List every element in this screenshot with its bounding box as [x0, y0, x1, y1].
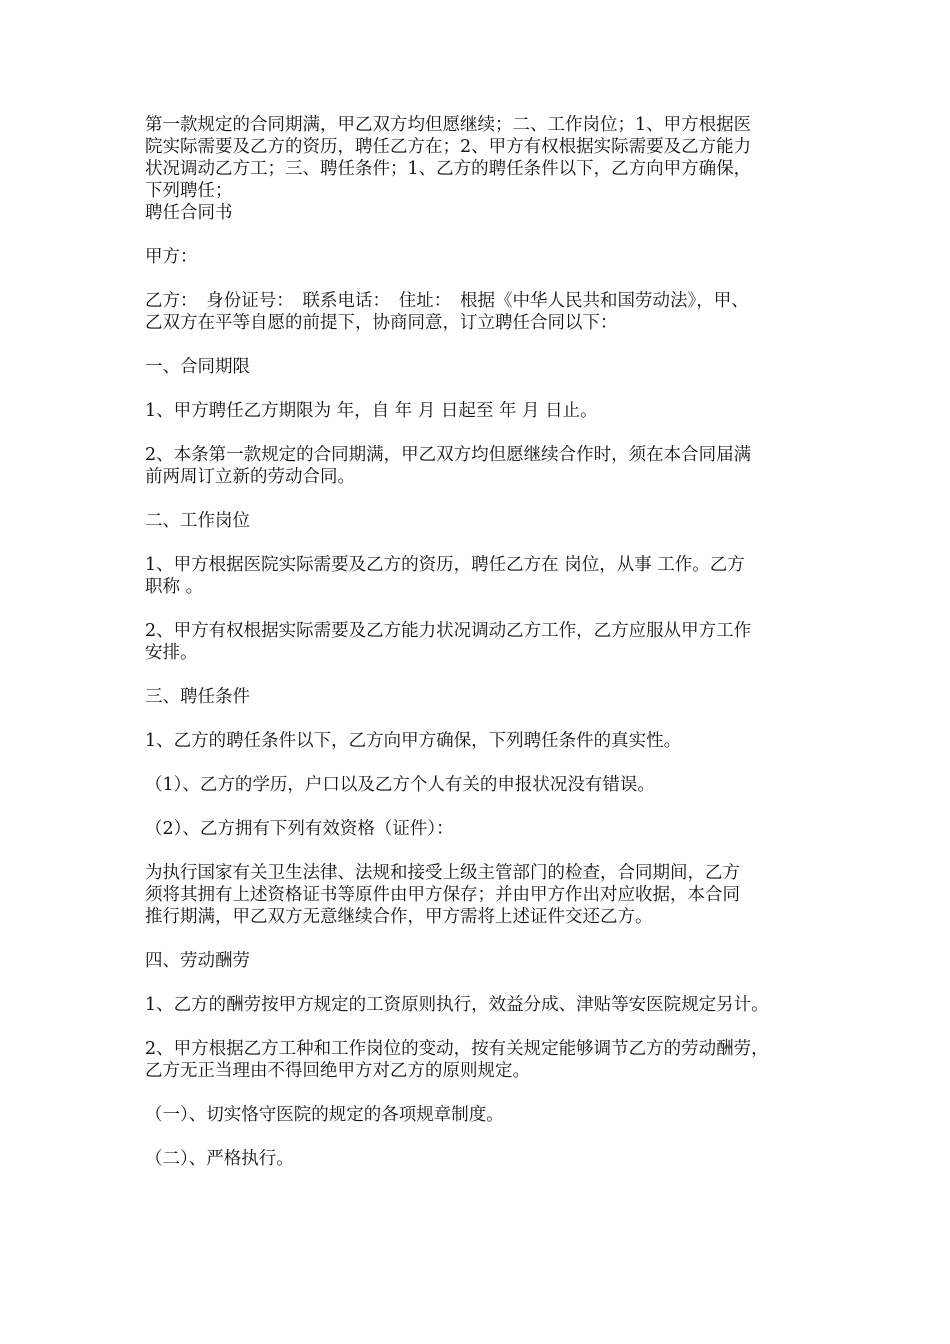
- party-b-line: 乙方： 身份证号： 联系电话： 住址： 根据《中华人民共和国劳动法》，甲、: [145, 291, 749, 311]
- duty-item-1: （一）、切实恪守医院的规定的各项规章制度。: [145, 1105, 504, 1125]
- section-heading-position: 二、工作岗位: [145, 511, 250, 531]
- intro-line: 第一款规定的合同期满，甲乙双方均但愿继续；二、工作岗位；1、甲方根据医: [145, 115, 752, 135]
- conditions-clause-1: 1、乙方的聘任条件以下，乙方向甲方确保，下列聘任条件的真实性。: [145, 731, 682, 751]
- position-clause-1: 1、甲方根据医院实际需要及乙方的资历，聘任乙方在 岗位，从事 工作。乙方 职称 。: [145, 555, 745, 597]
- section-heading-conditions: 三、聘任条件: [145, 687, 250, 707]
- party-b-line: 乙双方在平等自愿的前提下，协商同意，订立聘任合同以下：: [145, 313, 618, 333]
- document-title: 聘任合同书: [145, 203, 233, 223]
- intro-line: 状况调动乙方工；三、聘任条件；1、乙方的聘任条件以下，乙方向甲方确保，: [145, 159, 752, 179]
- intro-line: 院实际需要及乙方的资历，聘任乙方在；2、甲方有权根据实际需要及乙方能力: [145, 137, 752, 157]
- remuneration-clause-2: 2、甲方根据乙方工种和工作岗位的变动，按有关规定能够调节乙方的劳动酬劳， 乙方无正当理由不得回绝甲方对乙方的原则规定。: [145, 1039, 769, 1081]
- conditions-certificates-paragraph: 为执行国家有关卫生法律、法规和接受上级主管部门的检查，合同期间，乙方 须将其拥有上述资格证书等原件由甲方保存；并由甲方作出对应收据，本合同 推行期满，甲乙双方无意继续合作，甲方需将上述证件交还乙方。: [145, 863, 740, 927]
- term-clause-1: 1、甲方聘任乙方期限为 年，自 年 月 日起至 年 月 日止。: [145, 401, 598, 421]
- document-page: [145, 114, 825, 1170]
- position-clause-2: 2、甲方有权根据实际需要及乙方能力状况调动乙方工作，乙方应服从甲方工作 安排。: [145, 621, 752, 663]
- conditions-item-2: （2）、乙方拥有下列有效资格（证件）：: [145, 819, 454, 839]
- term-clause-2: 2、本条第一款规定的合同期满，甲乙双方均但愿继续合作时，须在本合同届满 前两周订立新的劳动合同。: [145, 445, 752, 487]
- conditions-item-1: （1）、乙方的学历，户口以及乙方个人有关的申报状况没有错误。: [145, 775, 655, 795]
- party-b-paragraph: [145, 290, 825, 334]
- duty-item-2: （二）、严格执行。: [145, 1149, 294, 1169]
- remuneration-clause-1: 1、乙方的酬劳按甲方规定的工资原则执行，效益分成、津贴等安医院规定另计。: [145, 995, 769, 1015]
- section-heading-term: 一、合同期限: [145, 357, 250, 377]
- section-heading-remuneration: 四、劳动酬劳: [145, 951, 250, 971]
- intro-paragraph: [145, 114, 825, 202]
- party-a: 甲方：: [145, 247, 198, 267]
- intro-line: 下列聘任；: [145, 181, 233, 201]
